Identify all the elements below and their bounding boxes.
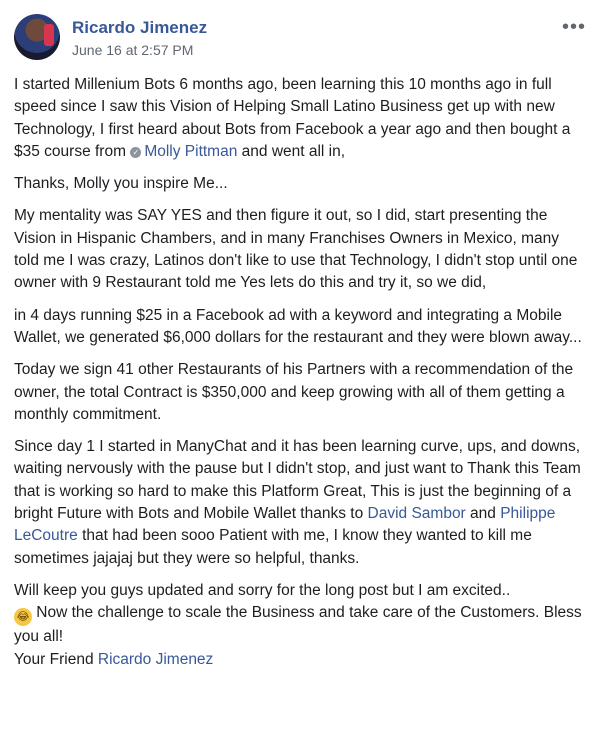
paragraph-1-end: and went all in, [237,142,346,160]
laughing-emoji-icon: 😂 [14,608,32,626]
paragraph-6-and: and [465,505,501,523]
paragraph-6-text: Since day 1 I started in ManyChat and it has been learning curve, ups, and downs, waiting nervously with the pause but I didn't stop, and just want to Thank this Team that is working so hard to make this Platform Great, This is just the beginning of a bright Future with Bots and Mobile Wallet thanks to [14,438,581,523]
signature-prefix: Your Friend [14,650,98,668]
paragraph-6-end: that had been sooo Patient with me, I know they wanted to kill me sometimes jajajaj but they were so helpful, thanks. [14,527,532,567]
paragraph-7 [14,580,588,671]
paragraph-7-line-1: Will keep you guys updated and sorry for the long post but I am excited.. [14,581,511,599]
paragraph-1-text: I started Millenium Bots 6 months ago, been learning this 10 months ago in full speed since I saw this Vision of Helping Small Latino Business get up with new Technology, I first heard about Bots from Facebook a year ago and then bought a $35 course from [14,76,571,160]
paragraph-6 [14,436,588,570]
avatar[interactable] [14,14,60,60]
paragraph-7-line-2: Now the challenge to scale the Business and take care of the Customers. Bless you all! [14,604,582,646]
post-timestamp[interactable]: June 16 at 2:57 PM [72,42,194,58]
verified-badge-icon: ✓ [130,147,141,158]
post-body [14,74,588,671]
paragraph-4: in 4 days running $25 in a Facebook ad with a keyword and integrating a Mobile Wallet, we generated $6,000 dollars for the restaurant and they were blown away... [14,306,582,346]
post-header [14,14,586,70]
avatar-accent [44,24,54,46]
mention-philippe-lecoutre[interactable]: Philippe LeCoutre [14,505,556,545]
paragraph-1 [14,74,588,163]
mention-molly-pittman[interactable]: Molly Pittman [144,142,238,160]
paragraph-2: Thanks, Molly you inspire Me... [14,175,228,193]
mention-david-sambor[interactable]: David Sambor [367,505,466,523]
paragraph-3: My mentality was SAY YES and then figure it out, so I did, start presenting the Vision in Hispanic Chambers, and in many Franchises Owners in Mexico, many told me I was crazy, Latinos don't like to use that Technology, I didn't stop until one owner with 9 Restaurant told me Yes lets do this and try it, so we did, [14,207,578,292]
mention-ricardo-jimenez[interactable]: Ricardo Jimenez [97,650,214,668]
author-name[interactable]: Ricardo Jimenez [72,18,208,37]
paragraph-5: Today we sign 41 other Restaurants of his Partners with a recommendation of the owner, the total Contract is $350,000 and keep growing with all of them getting a monthly commitment. [14,361,574,423]
ellipsis-icon[interactable]: ••• [561,16,586,38]
